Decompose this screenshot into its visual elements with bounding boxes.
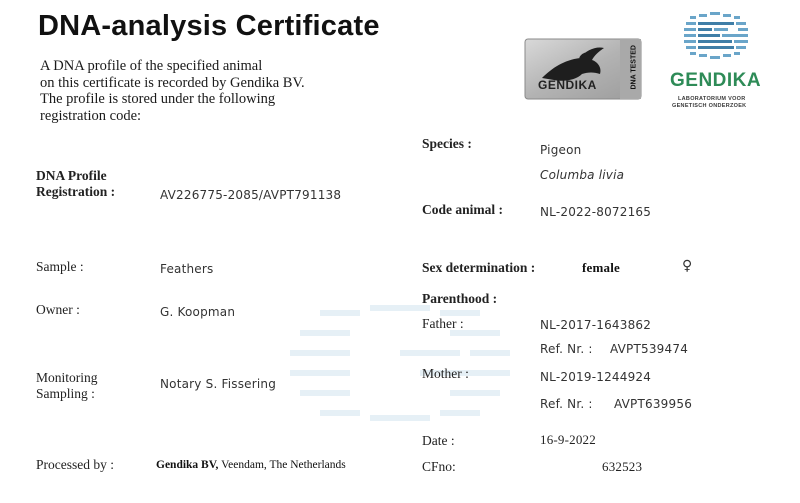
sex-label: Sex determination :: [422, 260, 536, 275]
badge-text: GENDIKA: [538, 78, 597, 92]
processed-location: Veendam, The Netherlands: [221, 459, 346, 471]
registration-label-2: Registration :: [36, 184, 116, 199]
processed-company: Gendika BV,: [156, 459, 219, 471]
female-symbol-icon: ♀: [682, 258, 693, 274]
gendika-tagline-1: LABORATORIUM VOOR: [678, 96, 746, 102]
father-label: Father :: [422, 316, 464, 331]
intro-line: The profile is stored under the following: [40, 91, 276, 107]
date-label: Date :: [422, 433, 455, 448]
intro-line: A DNA profile of the specified animal: [40, 58, 263, 74]
intro-text: [40, 58, 305, 124]
mother-label: Mother :: [422, 366, 469, 381]
sample-value: Feathers: [160, 262, 214, 276]
watermark-graphic: [260, 300, 560, 450]
species-latin: Columba livia: [540, 168, 625, 182]
mother-ref-value: AVPT639956: [614, 397, 693, 411]
sex-value: female: [582, 260, 621, 275]
intro-line: registration code:: [40, 107, 142, 124]
father-value: NL-2017-1643862: [540, 318, 652, 332]
cfno-value: 632523: [602, 459, 643, 474]
registration-label: DNA Profile: [36, 168, 107, 183]
registration-value: AV226775-2085/AVPT791138: [160, 188, 342, 202]
owner-label: Owner :: [36, 302, 80, 317]
sample-label: Sample :: [36, 259, 84, 274]
gendika-logo: [668, 10, 764, 118]
mother-value: NL-2019-1244924: [540, 370, 652, 384]
gendika-tagline-2: GENETISCH ONDERZOEK: [672, 103, 747, 109]
monitoring-label: Monitoring: [36, 370, 98, 385]
monitoring-label-2: Sampling :: [36, 386, 95, 401]
intro-line: on this certificate is recorded by Gendika BV.: [40, 74, 305, 91]
code-animal-label: Code animal :: [422, 202, 503, 217]
date-value: 16-9-2022: [540, 432, 596, 447]
dna-tested-badge: [524, 38, 642, 100]
cfno-label: CFno:: [422, 459, 456, 474]
gendika-brand-name: GENDIKA: [670, 70, 762, 91]
processed-label: Processed by :: [36, 457, 114, 472]
certificate-title: DNA-analysis Certificate: [38, 10, 380, 42]
species-label: Species :: [422, 136, 472, 151]
father-ref-value: AVPT539474: [610, 342, 689, 356]
processed-value: [156, 459, 346, 471]
monitoring-value: Notary S. Fissering: [160, 377, 277, 391]
owner-value: G. Koopman: [160, 305, 236, 319]
parenthood-label: Parenthood :: [422, 291, 498, 306]
mother-ref-label: Ref. Nr. :: [540, 397, 593, 411]
badge-side-text: DNA TESTED: [630, 45, 638, 90]
code-animal-value: NL-2022-8072165: [540, 205, 652, 219]
species-common: Pigeon: [540, 143, 582, 157]
gendika-mark-icon: [668, 10, 764, 66]
father-ref-label: Ref. Nr. :: [540, 342, 593, 356]
